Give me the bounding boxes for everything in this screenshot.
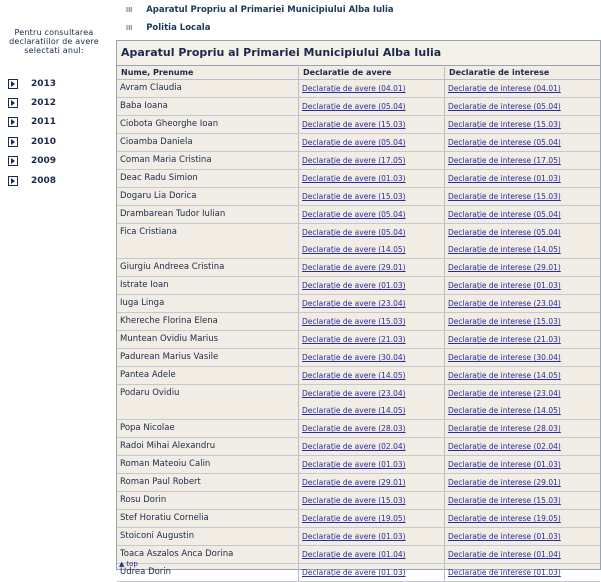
declaratie-interese-link[interactable]: Declaraţie de interese (19.05) [448, 514, 561, 523]
avere-cell [299, 456, 445, 473]
declaratie-interese-link[interactable]: Declaraţie de interese (14.05) [448, 245, 561, 254]
avere-cell [299, 385, 445, 419]
table-row [117, 80, 600, 98]
interese-cell [445, 349, 600, 366]
interese-cell [445, 295, 600, 312]
year-label: 2012 [31, 98, 57, 109]
declaratie-avere-link[interactable]: Declaraţie de avere (21.03) [302, 335, 406, 344]
nav-link-aparatul-propriu[interactable] [126, 2, 394, 18]
declaratie-avere-link[interactable]: Declaraţie de avere (28.03) [302, 424, 406, 433]
interese-cell [445, 98, 600, 115]
interese-cell [445, 546, 600, 563]
nav-label: Politia Locala [146, 23, 211, 33]
avere-cell [299, 80, 445, 97]
avere-cell [299, 420, 445, 437]
declaratie-avere-link[interactable]: Declaraţie de avere (15.03) [302, 192, 406, 201]
avere-cell [299, 313, 445, 330]
person-name: Stoiconi Augustin [117, 528, 299, 545]
table-row [117, 188, 600, 206]
person-name: Coman Maria Cristina [117, 152, 299, 169]
year-label: 2013 [31, 78, 57, 89]
table-row [117, 420, 600, 438]
person-name: Roman Mateoiu Calin [117, 456, 299, 473]
table-row [117, 259, 600, 277]
declaratie-interese-link[interactable]: Declaraţie de interese (17.05) [448, 156, 561, 165]
declaratie-interese-link[interactable]: Declaraţie de interese (15.03) [448, 192, 561, 201]
declaratie-interese-link[interactable]: Declaraţie de interese (30.04) [448, 353, 561, 362]
table-row [117, 313, 600, 331]
declaratie-interese-link[interactable]: Declaraţie de interese (02.04) [448, 442, 561, 451]
declaratie-avere-link[interactable]: Declaraţie de avere (29.01) [302, 478, 406, 487]
avere-cell [299, 134, 445, 151]
declaratie-interese-link[interactable]: Declaraţie de interese (29.01) [448, 478, 561, 487]
year-item-2011[interactable] [8, 113, 108, 132]
declaratie-avere-link[interactable]: Declaraţie de avere (14.05) [302, 245, 406, 254]
interese-cell [445, 385, 600, 419]
arrow-right-icon [8, 137, 18, 147]
avere-cell [299, 188, 445, 205]
person-name: Toaca Aszalos Anca Dorina [117, 546, 299, 563]
nav-link-politia-locala[interactable] [126, 20, 210, 36]
page-title: Aparatul Propriu al Primariei Municipiului Alba Iulia [117, 41, 600, 66]
avere-cell [299, 295, 445, 312]
avere-cell [299, 546, 445, 563]
table-row [117, 331, 600, 349]
interese-cell [445, 331, 600, 348]
avere-cell [299, 116, 445, 133]
declaratie-avere-link[interactable]: Declaraţie de avere (17.05) [302, 156, 406, 165]
person-name: Istrate Ioan [117, 277, 299, 294]
table-row [117, 546, 600, 564]
declaratie-interese-link[interactable]: Declaraţie de interese (14.05) [448, 406, 561, 415]
back-to-top-link[interactable] [119, 560, 138, 568]
person-name: Fica Cristiana [117, 224, 299, 258]
declaratie-interese-link[interactable]: Declaraţie de interese (15.03) [448, 496, 561, 505]
person-name: Pantea Adele [117, 367, 299, 384]
declaratie-avere-link[interactable]: Declaraţie de avere (15.03) [302, 496, 406, 505]
declaratie-avere-link[interactable]: Declaraţie de avere (01.03) [302, 532, 406, 541]
declaratie-interese-link[interactable]: Declaraţie de interese (05.04) [448, 210, 561, 219]
person-name: Stef Horatiu Cornelia [117, 510, 299, 527]
arrow-right-icon [8, 176, 18, 186]
declaratie-avere-link[interactable]: Declaraţie de avere (05.04) [302, 102, 406, 111]
table-header [117, 67, 600, 80]
interese-cell [445, 456, 600, 473]
person-name: Baba Ioana [117, 98, 299, 115]
arrow-right-icon [8, 117, 18, 127]
declaratie-avere-link[interactable]: Declaraţie de avere (19.05) [302, 514, 406, 523]
declaratie-interese-link[interactable]: Declaraţie de interese (23.04) [448, 389, 561, 398]
interese-cell [445, 259, 600, 276]
person-name: Avram Claudia [117, 80, 299, 97]
declaratie-avere-link[interactable]: Declaraţie de avere (05.04) [302, 228, 406, 237]
top-label: top [126, 560, 138, 568]
avere-cell [299, 349, 445, 366]
main-panel [116, 40, 601, 577]
person-name: Ciobota Gheorghe Ioan [117, 116, 299, 133]
declaratie-interese-link[interactable]: Declaraţie de interese (14.05) [448, 371, 561, 380]
avere-cell [299, 474, 445, 491]
declaratie-avere-link[interactable]: Declaraţie de avere (01.03) [302, 568, 406, 577]
declaratie-avere-link[interactable]: Declaraţie de avere (04.01) [302, 84, 406, 93]
table-row [117, 528, 600, 546]
table-row [117, 564, 600, 582]
declaratie-avere-link[interactable]: Declaraţie de avere (23.04) [302, 389, 406, 398]
interese-cell [445, 564, 600, 581]
declaratie-interese-link[interactable]: Declaraţie de interese (01.03) [448, 532, 561, 541]
declaratie-avere-link[interactable]: Declaraţie de avere (15.03) [302, 317, 406, 326]
declaratie-avere-link[interactable]: Declaraţie de avere (14.05) [302, 371, 406, 380]
interese-cell [445, 492, 600, 509]
interese-cell [445, 367, 600, 384]
avere-cell [299, 259, 445, 276]
arrow-right-icon [8, 156, 18, 166]
table-row [117, 474, 600, 492]
nav-bullet: III [126, 6, 133, 14]
nav-bullet: III [126, 24, 133, 32]
person-name: Muntean Ovidiu Marius [117, 331, 299, 348]
avere-cell [299, 510, 445, 527]
table-row [117, 438, 600, 456]
table-row [117, 295, 600, 313]
year-label: 2011 [31, 117, 57, 128]
interese-cell [445, 170, 600, 187]
declaratie-avere-link[interactable]: Declaraţie de avere (30.04) [302, 353, 406, 362]
person-name: Udrea Dorin [117, 564, 299, 581]
declaratie-interese-link[interactable]: Declaraţie de interese (01.03) [448, 174, 561, 183]
year-item-2009[interactable] [8, 152, 108, 171]
interese-cell [445, 510, 600, 527]
year-item-2012[interactable] [8, 93, 108, 112]
declaratie-interese-link[interactable]: Declaraţie de interese (01.03) [448, 568, 561, 577]
interese-cell [445, 206, 600, 223]
declaratie-interese-link[interactable]: Declaraţie de interese (15.03) [448, 317, 561, 326]
interese-cell [445, 420, 600, 437]
table-row [117, 349, 600, 367]
up-arrow-icon: ▲ [119, 560, 125, 568]
avere-cell [299, 331, 445, 348]
table-row [117, 456, 600, 474]
declaratie-avere-link[interactable]: Declaraţie de avere (01.03) [302, 281, 406, 290]
declaratie-interese-link[interactable]: Declaraţie de interese (05.04) [448, 102, 561, 111]
table-row [117, 116, 600, 134]
avere-cell [299, 564, 445, 581]
table-row [117, 385, 600, 420]
declaratie-avere-link[interactable]: Declaraţie de avere (02.04) [302, 442, 406, 451]
year-label: 2008 [31, 175, 57, 186]
table-row [117, 206, 600, 224]
arrow-right-icon [8, 98, 18, 108]
interese-cell [445, 134, 600, 151]
declaratie-interese-link[interactable]: Declaraţie de interese (01.03) [448, 281, 561, 290]
interese-cell [445, 277, 600, 294]
declaratie-avere-link[interactable]: Declaraţie de avere (29.01) [302, 263, 406, 272]
declaratie-avere-link[interactable]: Declaraţie de avere (23.04) [302, 299, 406, 308]
table-row [117, 224, 600, 259]
avere-cell [299, 98, 445, 115]
person-name: Rosu Dorin [117, 492, 299, 509]
declaratie-interese-link[interactable]: Declaraţie de interese (05.04) [448, 228, 561, 237]
declaratie-interese-link[interactable]: Declaraţie de interese (01.03) [448, 460, 561, 469]
nav-label: Aparatul Propriu al Primariei Municipiului Alba Iulia [146, 5, 394, 15]
person-name: Giurgiu Andreea Cristina [117, 259, 299, 276]
person-name: Dogaru Lia Dorica [117, 188, 299, 205]
table-row [117, 492, 600, 510]
declaratie-interese-link[interactable]: Declaraţie de interese (05.04) [448, 138, 561, 147]
year-item-2008[interactable] [8, 171, 108, 190]
declaratie-interese-link[interactable]: Declaraţie de interese (15.03) [448, 120, 561, 129]
interese-cell [445, 224, 600, 258]
header-interese: Declaratie de interese [449, 68, 550, 77]
person-name: Padurean Marius Vasile [117, 349, 299, 366]
declaratie-interese-link[interactable]: Declaraţie de interese (28.03) [448, 424, 561, 433]
avere-cell [299, 206, 445, 223]
person-name: Deac Radu Simion [117, 170, 299, 187]
interese-cell [445, 313, 600, 330]
declaratie-avere-link[interactable]: Declaraţie de avere (01.04) [302, 550, 406, 559]
arrow-right-icon [8, 79, 18, 89]
person-name: Iuga Linga [117, 295, 299, 312]
interese-cell [445, 528, 600, 545]
person-name: Khereche Florina Elena [117, 313, 299, 330]
person-name: Drambarean Tudor Iulian [117, 206, 299, 223]
table-row [117, 277, 600, 295]
declarations-table [117, 67, 600, 582]
avere-cell [299, 170, 445, 187]
table-body [117, 80, 600, 582]
declaratie-avere-link[interactable]: Declaraţie de avere (05.04) [302, 138, 406, 147]
declaratie-interese-link[interactable]: Declaraţie de interese (04.01) [448, 84, 561, 93]
person-name: Cioamba Daniela [117, 134, 299, 151]
interese-cell [445, 474, 600, 491]
year-label: 2009 [31, 156, 57, 167]
interese-cell [445, 116, 600, 133]
avere-cell [299, 224, 445, 258]
person-name: Roman Paul Robert [117, 474, 299, 491]
declaratie-avere-link[interactable]: Declaraţie de avere (01.03) [302, 460, 406, 469]
interese-cell [445, 80, 600, 97]
declaratie-avere-link[interactable]: Declaraţie de avere (05.04) [302, 210, 406, 219]
interese-cell [445, 188, 600, 205]
avere-cell [299, 277, 445, 294]
table-row [117, 152, 600, 170]
header-name: Nume, Prenume [117, 67, 299, 79]
header-avere: Declaratie de avere [299, 67, 445, 79]
declaratie-avere-link[interactable]: Declaraţie de avere (14.05) [302, 406, 406, 415]
sidebar-note: Pentru consultarea declaratiilor de avere selectati anul: [9, 28, 99, 55]
avere-cell [299, 367, 445, 384]
table-row [117, 170, 600, 188]
interese-cell [445, 152, 600, 169]
declaratie-interese-link[interactable]: Declaraţie de interese (29.01) [448, 263, 561, 272]
avere-cell [299, 438, 445, 455]
table-row [117, 134, 600, 152]
year-list [8, 74, 108, 190]
avere-cell [299, 528, 445, 545]
person-name: Podaru Ovidiu [117, 385, 299, 419]
person-name: Popa Nicolae [117, 420, 299, 437]
table-row [117, 367, 600, 385]
year-item-2013[interactable] [8, 74, 108, 93]
avere-cell [299, 492, 445, 509]
year-item-2010[interactable] [8, 132, 108, 151]
declaratie-interese-link[interactable]: Declaraţie de interese (01.04) [448, 550, 561, 559]
interese-cell [445, 438, 600, 455]
declaratie-avere-link[interactable]: Declaraţie de avere (01.03) [302, 174, 406, 183]
table-row [117, 510, 600, 528]
table-row [117, 98, 600, 116]
top-navigation [120, 0, 601, 40]
declaratie-interese-link[interactable]: Declaraţie de interese (23.04) [448, 299, 561, 308]
avere-cell [299, 152, 445, 169]
declaratie-interese-link[interactable]: Declaraţie de interese (21.03) [448, 335, 561, 344]
person-name: Radoi Mihai Alexandru [117, 438, 299, 455]
year-label: 2010 [31, 136, 57, 147]
sidebar [0, 0, 110, 570]
declaratie-avere-link[interactable]: Declaraţie de avere (15.03) [302, 120, 406, 129]
